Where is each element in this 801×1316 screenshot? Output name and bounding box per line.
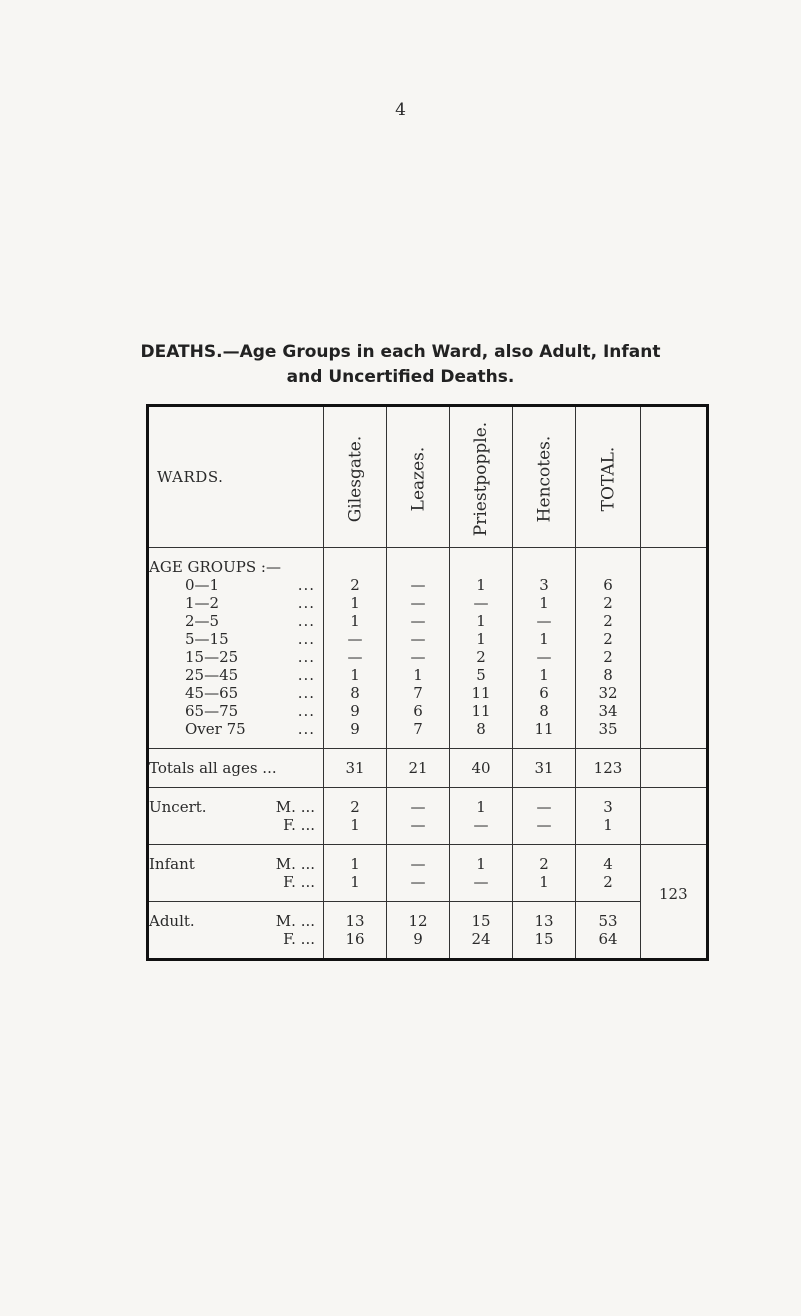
wards-header: WARDS.	[148, 406, 324, 548]
table-cell: —	[387, 612, 450, 630]
table-cell: 1	[576, 816, 641, 834]
table-cell: —	[387, 648, 450, 666]
table-cell: 1	[324, 873, 387, 891]
row-label: Uncert. M. ...	[149, 798, 315, 816]
table-cell: 8	[450, 720, 513, 738]
table-cell: 8	[324, 684, 387, 702]
table-cell	[641, 612, 708, 630]
table-cell: 13	[513, 912, 576, 930]
table-cell: 6	[513, 684, 576, 702]
table-cell	[641, 648, 708, 666]
table-cell: 1	[450, 576, 513, 594]
table-cell: —	[387, 630, 450, 648]
row-label: F. ...	[283, 873, 315, 891]
table-cell: 11	[450, 702, 513, 720]
table-cell: 1	[450, 855, 513, 873]
page-number: 4	[395, 100, 406, 120]
table-row	[148, 630, 708, 648]
col-header-leazes: Leazes.	[387, 406, 450, 548]
table-cell: —	[513, 798, 576, 816]
table-cell: 5	[450, 666, 513, 684]
table-row	[148, 912, 708, 930]
col-header-gilesgate: Gilesgate.	[324, 406, 387, 548]
table-cell: 53	[576, 912, 641, 930]
row-label: 45—65 ...	[185, 684, 315, 702]
col-header-priestpopple: Priestpopple.	[450, 406, 513, 548]
table-cell: 31	[513, 759, 576, 777]
table-cell: 7	[387, 684, 450, 702]
table-cell: —	[387, 576, 450, 594]
table-cell: 1	[324, 594, 387, 612]
totals-label: Totals all ages ...	[149, 759, 277, 777]
col-header-extra	[641, 406, 708, 548]
table-cell: —	[324, 648, 387, 666]
age-groups-label-row	[148, 558, 708, 576]
title-line-1: DEATHS.—Age Groups in each Ward, also Adult, Infant	[140, 342, 661, 362]
table-cell: 9	[324, 720, 387, 738]
table-cell: 15	[450, 912, 513, 930]
table-cell: 1	[513, 594, 576, 612]
col-header-hencotes: Hencotes.	[513, 406, 576, 548]
table-cell: 2	[576, 873, 641, 891]
table-cell: —	[450, 816, 513, 834]
table-cell: 1	[513, 666, 576, 684]
table-cell: 8	[576, 666, 641, 684]
table-cell: 2	[576, 648, 641, 666]
table-cell: 2	[576, 594, 641, 612]
table-cell: —	[450, 873, 513, 891]
table-cell: 6	[387, 702, 450, 720]
table-cell	[641, 720, 708, 738]
table-cell: 2	[324, 576, 387, 594]
table-cell: 12	[387, 912, 450, 930]
table-cell: 1	[324, 666, 387, 684]
table-row	[148, 720, 708, 738]
row-label: Adult. M. ...	[149, 912, 315, 930]
table-row	[148, 576, 708, 594]
table-cell: 15	[513, 930, 576, 948]
table-cell: 24	[450, 930, 513, 948]
table-cell: 3	[576, 798, 641, 816]
table-cell: 11	[513, 720, 576, 738]
table-cell	[641, 630, 708, 648]
table-cell: 21	[387, 759, 450, 777]
table-row	[148, 648, 708, 666]
table-cell	[641, 702, 708, 720]
row-label: Over 75 ...	[185, 720, 315, 738]
table-cell: 3	[513, 576, 576, 594]
deaths-table	[146, 404, 709, 961]
table-cell: 1	[450, 798, 513, 816]
table-cell	[641, 594, 708, 612]
table-title	[0, 340, 801, 390]
table-cell: 1	[450, 630, 513, 648]
table-cell	[641, 816, 708, 834]
header-row	[148, 406, 708, 548]
table-cell: 64	[576, 930, 641, 948]
table-cell: —	[513, 612, 576, 630]
table-cell: 1	[387, 666, 450, 684]
table-cell: —	[387, 855, 450, 873]
age-groups-label: AGE GROUPS :—	[149, 558, 281, 576]
table-cell: 2	[450, 648, 513, 666]
table-cell: 1	[324, 855, 387, 873]
table-cell: 1	[324, 612, 387, 630]
table-cell: 32	[576, 684, 641, 702]
table-cell: —	[387, 873, 450, 891]
table-cell: 35	[576, 720, 641, 738]
table-cell: 11	[450, 684, 513, 702]
table-row	[148, 594, 708, 612]
table-cell: —	[513, 816, 576, 834]
combined-total-cell	[641, 845, 708, 960]
table-row	[148, 612, 708, 630]
combined-total: 123	[659, 885, 688, 903]
table-cell: 9	[324, 702, 387, 720]
row-label: 2—5 ...	[185, 612, 315, 630]
table-cell: —	[513, 648, 576, 666]
row-label: 1—2 ...	[185, 594, 315, 612]
table-cell	[641, 798, 708, 816]
table-cell	[641, 684, 708, 702]
table-cell: 1	[513, 630, 576, 648]
table-cell: 13	[324, 912, 387, 930]
row-label: 5—15 ...	[185, 630, 315, 648]
row-label: 65—75 ...	[185, 702, 315, 720]
table-cell: 2	[576, 630, 641, 648]
row-label: Infant M. ...	[149, 855, 315, 873]
table-cell: —	[450, 594, 513, 612]
table-row	[148, 873, 708, 891]
table-cell: 2	[324, 798, 387, 816]
table-row	[148, 798, 708, 816]
table-row	[148, 702, 708, 720]
table-cell: 6	[576, 576, 641, 594]
group-rows	[148, 788, 708, 960]
table-cell: 2	[576, 612, 641, 630]
table-cell: 123	[576, 759, 641, 777]
table-cell: —	[324, 630, 387, 648]
table-cell	[641, 576, 708, 594]
table-row	[148, 855, 708, 873]
table-cell: 1	[450, 612, 513, 630]
table-row	[148, 816, 708, 834]
table-cell: —	[387, 594, 450, 612]
table-cell: 40	[450, 759, 513, 777]
table-cell: 16	[324, 930, 387, 948]
table-cell: 34	[576, 702, 641, 720]
totals-row	[148, 759, 708, 777]
table-cell: 2	[513, 855, 576, 873]
table-row	[148, 930, 708, 948]
table-cell: 31	[324, 759, 387, 777]
table-row	[148, 684, 708, 702]
table-cell: 4	[576, 855, 641, 873]
row-label: F. ...	[283, 816, 315, 834]
row-label: 15—25 ...	[185, 648, 315, 666]
table-cell: 1	[513, 873, 576, 891]
table-cell: 8	[513, 702, 576, 720]
col-header-total: TOTAL.	[576, 406, 641, 548]
row-label: F. ...	[283, 930, 315, 948]
table-row	[148, 666, 708, 684]
table-cell: —	[387, 816, 450, 834]
table-cell: 7	[387, 720, 450, 738]
row-label: 25—45 ...	[185, 666, 315, 684]
row-label: 0—1 ...	[185, 576, 315, 594]
table-cell: 1	[324, 816, 387, 834]
age-rows	[148, 576, 708, 738]
table-cell: 9	[387, 930, 450, 948]
table-cell: —	[387, 798, 450, 816]
title-line-2: and Uncertified Deaths.	[286, 367, 515, 387]
table-cell	[641, 666, 708, 684]
